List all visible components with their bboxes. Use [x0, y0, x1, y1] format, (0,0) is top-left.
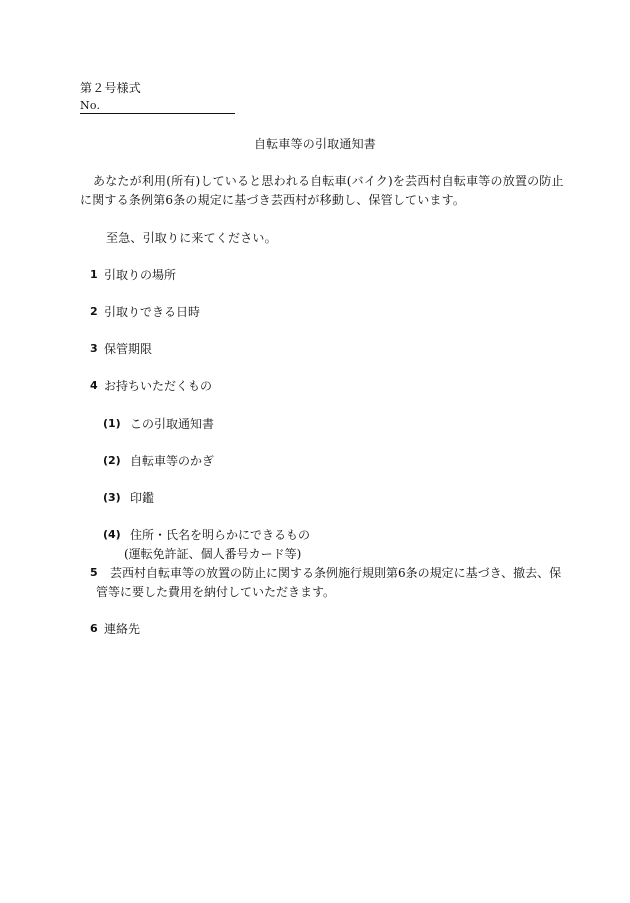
document-title: 自転車等の引取通知書 [253, 137, 376, 151]
sub-item-text-seal: 印鑑 [130, 491, 155, 505]
sub-item-text-notice: この引取通知書 [130, 417, 215, 431]
number-field: No. [80, 99, 235, 114]
item-number-2: 2 [90, 305, 98, 318]
body-text-line-2: に関する条例第6条の規定に基づき芸西村が移動し、保管しています。 [80, 193, 466, 207]
item-number-5: 5 [90, 566, 98, 579]
item-text-items-to-bring: お持ちいただくもの [104, 379, 213, 393]
sub-item-number-1: (1) [103, 417, 121, 430]
item-number-1: 1 [90, 268, 98, 281]
item-text-contact: 連絡先 [104, 622, 141, 636]
item-text-fee-line-2: 管等に要した費用を納付していただきます。 [96, 585, 336, 599]
item-text-storage-period: 保管期限 [104, 342, 153, 356]
item-number-6: 6 [90, 622, 98, 635]
form-label: 第２号様式 [80, 81, 142, 95]
sub-item-note-id-examples: (運転免許証、個人番号カード等) [124, 547, 302, 561]
item-text-pickup-datetime: 引取りできる日時 [104, 305, 201, 319]
body-text-line-1: あなたが利用(所有)していると思われる自転車(バイク)を芸西村自転車等の放置の防止 [93, 174, 564, 188]
sub-item-text-id-document: 住所・氏名を明らかにできるもの [130, 528, 311, 542]
urgent-notice: 至急、引取りに来てください。 [106, 231, 277, 245]
item-text-pickup-location: 引取りの場所 [104, 268, 177, 282]
sub-item-number-2: (2) [103, 454, 121, 467]
item-text-fee-line-1: 芸西村自転車等の放置の防止に関する条例施行規則第6条の規定に基づき、撤去、保 [110, 566, 562, 580]
sub-item-text-key: 自転車等のかぎ [130, 454, 215, 468]
item-number-4: 4 [90, 379, 98, 392]
item-number-3: 3 [90, 342, 98, 355]
sub-item-number-3: (3) [103, 491, 121, 504]
sub-item-number-4: (4) [103, 528, 121, 541]
